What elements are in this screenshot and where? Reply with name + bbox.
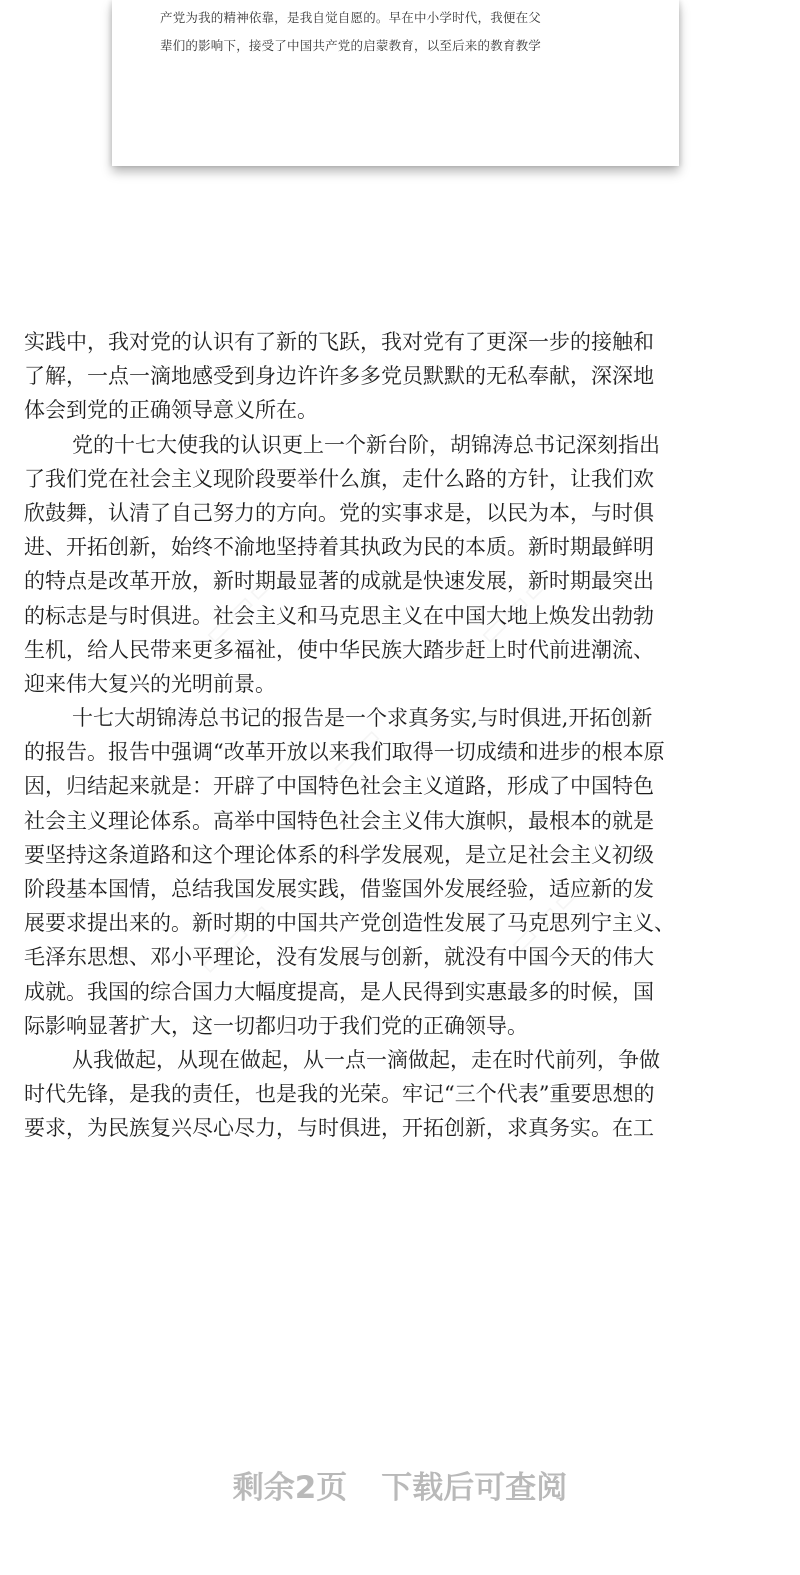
article-line: 实践中，我对党的认识有了新的飞跃，我对党有了更深一步的接触和	[24, 330, 654, 354]
article-body	[24, 325, 776, 1146]
article-line: 欣鼓舞，认清了自己努力的方向。党的实事求是，以民为本，与时俱	[24, 500, 654, 525]
watermark: ▭▭▭	[190, 892, 281, 983]
preview-text	[160, 4, 640, 60]
watermark: ▭▭▭	[195, 562, 286, 653]
article-line: 从我做起，从现在做起，从一点一滴做起，走在时代前列，争做	[72, 1047, 660, 1072]
download-to-read-label: 下载后可查阅	[381, 1470, 568, 1506]
article-line: 要坚持这条道路和这个理论体系的科学发展观，是立足社会主义初级	[24, 842, 654, 867]
preview-line: 产党为我的精神依靠，是我自觉自愿的。早在中小学时代，我便在父	[160, 10, 542, 25]
article-line: 时代先锋，是我的责任，也是我的光荣。牢记“三个代表”重要思想的	[24, 1082, 655, 1107]
preview-line: 辈们的影响下，接受了中国共产党的启蒙教育，以至后来的教育教学	[160, 38, 542, 53]
article-line: 的标志是与时俱进。社会主义和马克思主义在中国大地上焕发出勃勃	[24, 603, 654, 628]
article-line: 了解，一点一滴地感受到身边许许多多党员默默的无私奉献，深深地	[24, 364, 654, 389]
watermark: ▭▭▭	[470, 562, 561, 653]
article-line: 阶段基本国情，总结我国发展实践，借鉴国外发展经验，适应新的发	[24, 877, 654, 901]
article-line: 的报告。报告中强调“改革开放以来我们取得一切成绩和进步的根本原	[24, 740, 665, 765]
article-line: 体会到党的正确领导意义所在。	[24, 398, 318, 423]
article-line: 际影响显著扩大，这一切都归功于我们党的正确领导。	[24, 1013, 528, 1038]
article-line: 十七大胡锦涛总书记的报告是一个求真务实,与时俱进,开拓创新	[72, 706, 653, 731]
article-line: 进、开拓创新，始终不渝地坚持着其执政为民的本质。新时期最鲜明	[24, 535, 654, 560]
article-line: 党的十七大使我的认识更上一个新台阶，胡锦涛总书记深刻指出	[72, 432, 660, 457]
article-line: 的特点是改革开放，新时期最显著的成就是快速发展，新时期最突出	[24, 569, 654, 594]
remaining-pages-label: 剩余2页	[232, 1470, 348, 1506]
article-line: 毛泽东思想、邓小平理论，没有发展与创新，就没有中国今天的伟大	[24, 945, 654, 970]
preview-card	[112, 0, 679, 166]
remaining-pages-prompt[interactable]	[0, 1462, 800, 1507]
watermark: ▭▭▭	[500, 872, 591, 963]
article-line: 生机，给人民带来更多福祉，使中华民族大踏步赶上时代前进潮流、	[24, 637, 654, 662]
article-line: 成就。我国的综合国力大幅度提高，是人民得到实惠最多的时候，国	[24, 979, 654, 1004]
article-line: 因，归结起来就是：开辟了中国特色社会主义道路，形成了中国特色	[24, 774, 654, 799]
watermark: ▭▭▭	[300, 717, 391, 808]
article-line: 社会主义理论体系。高举中国特色社会主义伟大旗帜，最根本的就是	[24, 808, 654, 833]
article-line: 要求，为民族复兴尽心尽力，与时俱进，开拓创新，求真务实。在工	[24, 1116, 654, 1141]
article-line: 了我们党在社会主义现阶段要举什么旗，走什么路的方针，让我们欢	[24, 466, 654, 491]
article-line: 迎来伟大复兴的光明前景。	[24, 671, 276, 696]
article-line: 展要求提出来的。新时期的中国共产党创造性发展了马克思列宁主义、	[24, 911, 675, 936]
